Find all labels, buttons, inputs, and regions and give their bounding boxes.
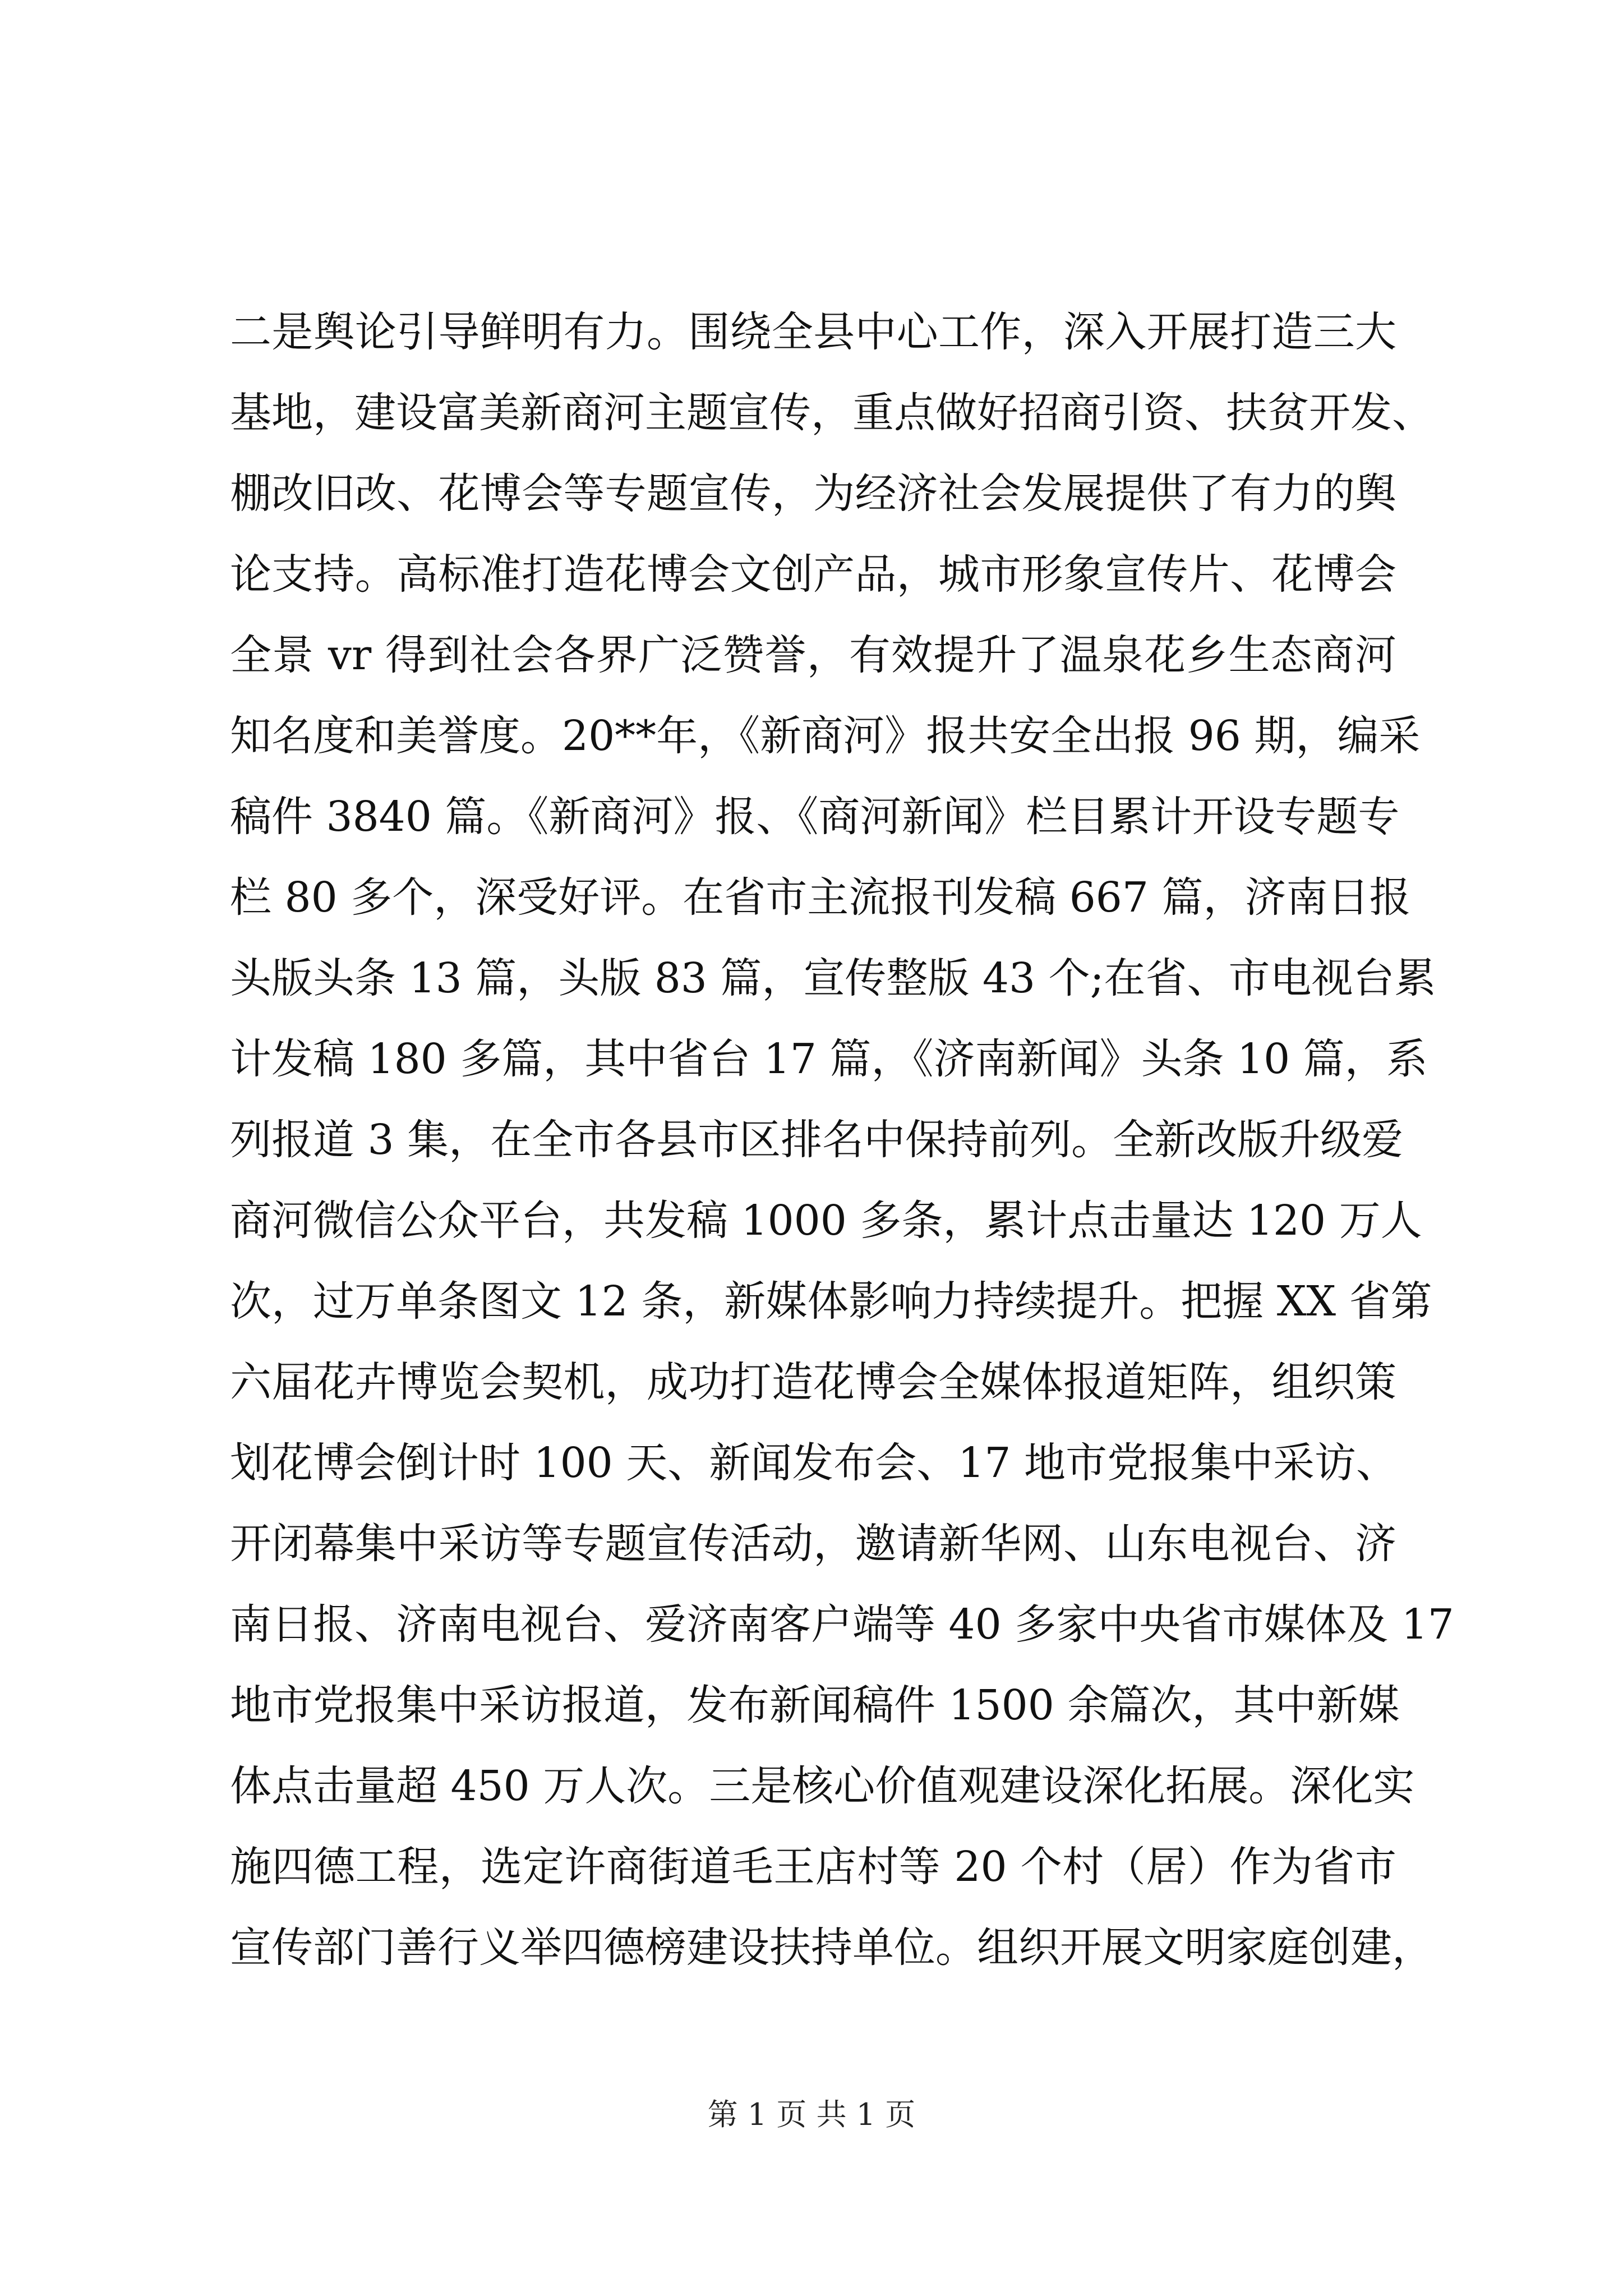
text-line: 栏 80 多个，深受好评。在省市主流报刊发稿 667 篇，济南日报 <box>230 873 1411 922</box>
text-line: 南日报、济南电视台、爱济南客户端等 40 多家中央省市媒体及 17 <box>230 1600 1454 1649</box>
text-line: 计发稿 180 多篇，其中省台 17 篇，《济南新闻》头条 10 篇，系 <box>230 1035 1428 1083</box>
text-line: 稿件 3840 篇。《新商河》报、《商河新闻》栏目累计开设专题专 <box>230 793 1400 841</box>
text-line: 头版头条 13 篇，头版 83 篇，宣传整版 43 个;在省、市电视台累 <box>230 954 1436 1002</box>
text-line: 开闭幕集中采访等专题宣传活动，邀请新华网、山东电视台、济 <box>230 1520 1396 1568</box>
text-line: 施四德工程，选定许商街道毛王店村等 20 个村（居）作为省市 <box>230 1843 1396 1891</box>
text-line: 体点击量超 450 万人次。三是核心价值观建设深化拓展。深化实 <box>230 1762 1415 1810</box>
text-line: 划花博会倒计时 100 天、新闻发布会、17 地市党报集中采访、 <box>230 1439 1398 1487</box>
text-line: 二是舆论引导鲜明有力。围绕全县中心工作，深入开展打造三大 <box>230 308 1396 356</box>
text-line: 次，过万单条图文 12 条，新媒体影响力持续提升。把握 XX 省第 <box>230 1277 1432 1326</box>
body-paragraph <box>230 292 1454 1988</box>
text-line: 基地，建设富美新商河主题宣传，重点做好招商引资、扶贫开发、 <box>230 389 1433 437</box>
text-line: 列报道 3 集，在全市各县市区排名中保持前列。全新改版升级爱 <box>230 1116 1404 1164</box>
text-line: 知名度和美誉度。20**年，《新商河》报共安全出报 96 期，编采 <box>230 712 1421 760</box>
text-line: 棚改旧改、花博会等专题宣传，为经济社会发展提供了有力的舆 <box>230 470 1396 518</box>
text-line: 全景 vr 得到社会各界广泛赞誉，有效提升了温泉花乡生态商河 <box>230 631 1396 679</box>
page-footer: 第 1 页 共 1 页 <box>707 2097 916 2132</box>
text-line: 宣传部门善行义举四德榜建设扶持单位。组织开展文明家庭创建， <box>230 1924 1433 1972</box>
text-line: 六届花卉博览会契机，成功打造花博会全媒体报道矩阵，组织策 <box>230 1358 1396 1406</box>
text-line: 地市党报集中采访报道，发布新闻稿件 1500 余篇次，其中新媒 <box>230 1681 1400 1729</box>
text-line: 商河微信公众平台，共发稿 1000 多条，累计点击量达 120 万人 <box>230 1197 1422 1245</box>
text-line: 论支持。高标准打造花博会文创产品，城市形象宣传片、花博会 <box>230 550 1396 599</box>
